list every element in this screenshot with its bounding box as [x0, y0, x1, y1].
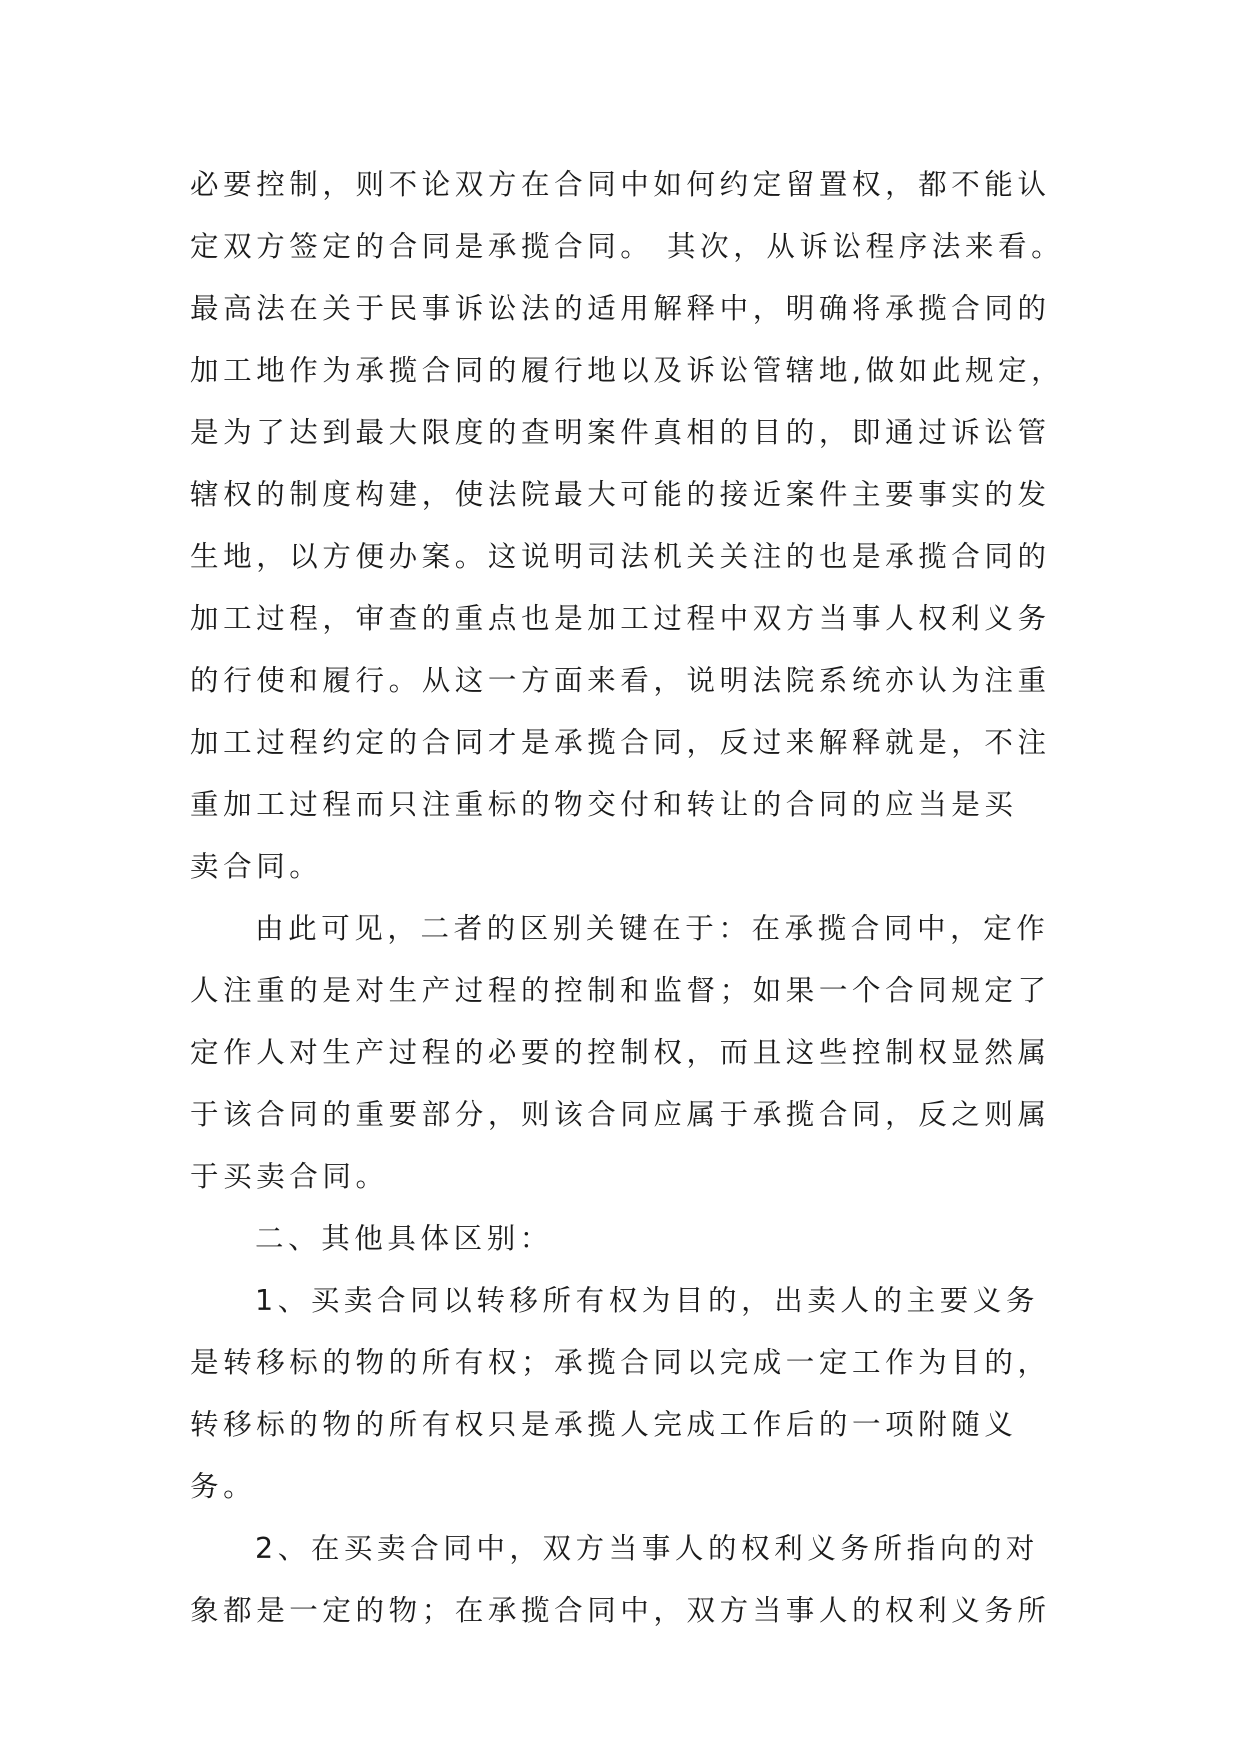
paragraph-line: 1、买卖合同以转移所有权为目的，出卖人的主要义务: [255, 1284, 1040, 1317]
paragraph-line: 最高法在关于民事诉讼法的适用解释中，明确将承揽合同的: [190, 292, 1051, 325]
paragraph-line: 象都是一定的物；在承揽合同中，双方当事人的权利义务所: [190, 1594, 1051, 1627]
paragraph-line: 2、在买卖合同中，双方当事人的权利义务所指向的对: [255, 1532, 1040, 1565]
paragraph-line: 的行使和履行。从这一方面来看，说明法院系统亦认为注重: [190, 664, 1051, 697]
paragraph-line: 加工过程约定的合同才是承揽合同，反过来解释就是，不注: [190, 726, 1051, 759]
section-heading: 二、其他具体区别：: [255, 1222, 553, 1255]
paragraph-line: 人注重的是对生产过程的控制和监督；如果一个合同规定了: [190, 974, 1051, 1007]
paragraph-line: 是为了达到最大限度的查明案件真相的目的，即通过诉讼管: [190, 416, 1051, 449]
paragraph-line: 必要控制，则不论双方在合同中如何约定留置权，都不能认: [190, 168, 1051, 201]
paragraph-line: 定双方签定的合同是承揽合同。 其次，从诉讼程序法来看。: [190, 230, 1065, 263]
paragraph-line: 于该合同的重要部分，则该合同应属于承揽合同，反之则属: [190, 1098, 1051, 1131]
paragraph-line: 是转移标的物的所有权；承揽合同以完成一定工作为目的，: [190, 1346, 1051, 1379]
paragraph-line: 辖权的制度构建，使法院最大可能的接近案件主要事实的发: [190, 478, 1051, 511]
paragraph-line: 转移标的物的所有权只是承揽人完成工作后的一项附随义: [190, 1408, 1018, 1441]
paragraph-line: 由此可见，二者的区别关键在于：在承揽合同中，定作: [255, 912, 1050, 945]
paragraph-line: 卖合同。: [190, 850, 323, 883]
paragraph-line: 生地，以方便办案。这说明司法机关关注的也是承揽合同的: [190, 540, 1051, 573]
paragraph-line: 加工过程，审查的重点也是加工过程中双方当事人权利义务: [190, 602, 1051, 635]
paragraph-line: 于买卖合同。: [190, 1160, 389, 1193]
paragraph-line: 定作人对生产过程的必要的控制权，而且这些控制权显然属: [190, 1036, 1051, 1069]
paragraph-line: 务。: [190, 1470, 257, 1503]
paragraph-line: 加工地作为承揽合同的履行地以及诉讼管辖地,做如此规定，: [190, 354, 1065, 387]
paragraph-line: 重加工过程而只注重标的物交付和转让的合同的应当是买: [190, 788, 1018, 821]
